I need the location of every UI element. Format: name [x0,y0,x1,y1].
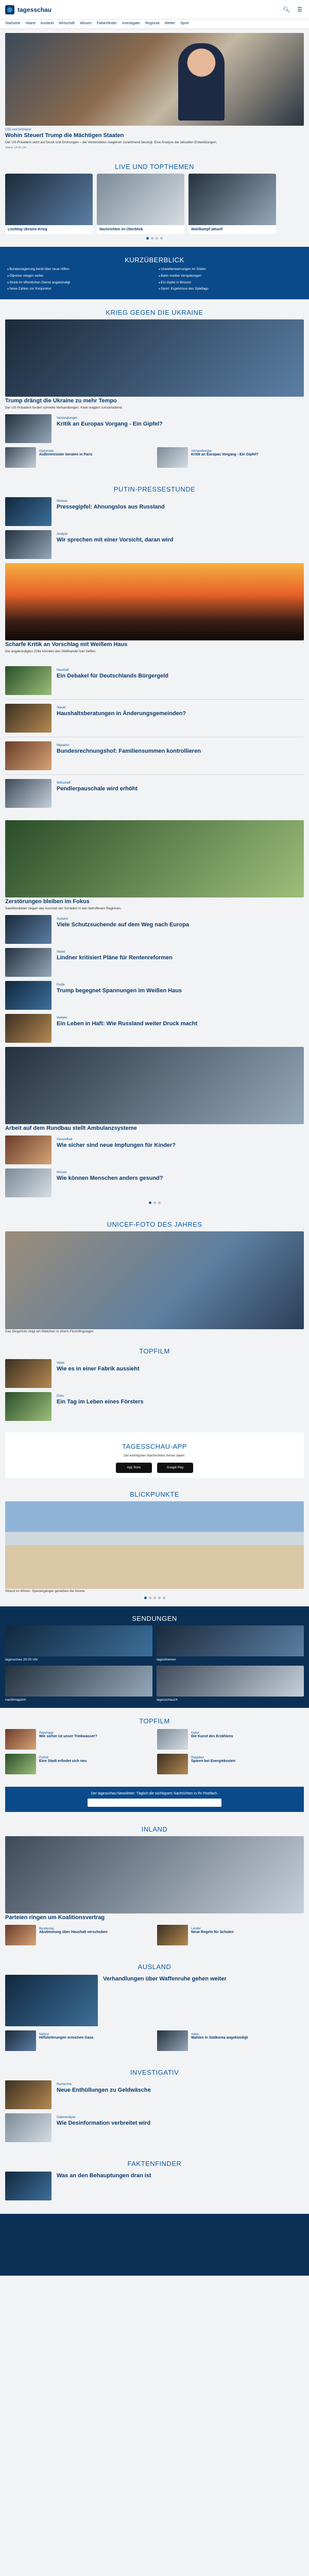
show-tile[interactable] [157,1625,304,1662]
list-item[interactable]: ■ EU-Gipfel in Brüssel [159,280,302,285]
article-card[interactable] [5,1754,152,1774]
article-headline[interactable]: Wahlen in Südkorea angekündigt [191,2036,248,2040]
article-headline[interactable]: Die Kunst des Erzählens [191,1734,233,1738]
show-tile[interactable] [157,1666,304,1702]
live-card-title: Nachrichten im Überblick [99,228,143,232]
article-kicker: Analyse [57,533,68,536]
article-thumb[interactable] [5,497,52,526]
topfilm-section-2 [0,1708,309,1783]
list-item[interactable]: ■ Neue Zahlen zur Konjunktur [7,286,150,292]
article-kicker: Wirtschaft [57,782,71,785]
article-headline[interactable]: Was an den Behauptungen dran ist [57,2172,151,2179]
article-kicker: Inland [57,951,65,954]
newsletter-text: Der tagesschau-Newsletter: Täglich die wichtigsten Nachrichten in Ihr Postfach. [91,1791,218,1795]
list-item[interactable]: ■ Unwetterwarnungen im Süden [159,267,302,272]
article-row[interactable] [5,981,304,1010]
article-row[interactable] [5,530,304,559]
article-kicker: Länder [191,1927,201,1930]
article-thumb[interactable] [5,530,52,559]
article-card[interactable] [157,2030,304,2051]
article-row[interactable] [5,779,304,808]
newsletter-box [5,1787,304,1812]
nav-item[interactable]: Wissen [80,22,92,25]
article-row[interactable] [5,1136,304,1164]
nav-item[interactable]: Regional [145,22,160,25]
app-text: Die wichtigsten Nachrichten immer dabei. [124,1454,185,1458]
nav-item[interactable]: Startseite [5,22,21,25]
section-title: UNICEF-FOTO DES JAHRES [107,1221,202,1229]
article-headline[interactable]: Trump begegnet Spannungen im Weißen Haus [57,988,182,994]
article-kicker: Verhandlungen [57,417,78,420]
article-kicker: Ausland [57,918,68,921]
blickpunkt-image[interactable] [5,1501,304,1589]
live-card[interactable] [5,174,93,234]
article-card[interactable] [5,1925,152,1945]
article-headline[interactable]: Bundesrechnungshof: Familiensummen kontrollieren [57,748,201,755]
article-headline[interactable]: Parteien ringen um Koalitionsvertrag [5,1914,105,1921]
kurzueberblick [0,247,309,299]
image-caption: Das Siegerfoto zeigt ein Mädchen in einem Flüchtlingslager. [5,1330,94,1334]
article-headline[interactable]: Ein Debakel für Deutschlands Bürgergeld [57,673,168,680]
section-title: KURZÜBERBLICK [125,256,184,264]
article-kicker: Reportage [39,1731,54,1735]
article-row[interactable] [5,497,304,526]
article-kicker: Moskau [57,500,68,503]
article-headline[interactable]: Haushaltsberatungen in Änderungsgemeinden? [57,710,186,717]
list-item[interactable]: ■ Bahn meldet Verspätungen [159,274,302,279]
article-row[interactable] [5,948,304,977]
carousel-dots[interactable] [5,1597,304,1599]
article-kicker: Kultur [191,1731,199,1735]
hero-headline[interactable]: Wohin Steuert Trump die Mächtigen Staaten [5,132,124,139]
show-title: nachtmagazin [5,1698,26,1702]
ausland-section [0,1954,309,2059]
logo-icon [5,5,14,14]
article-teaser: Der US-Präsident fordert schnelle Verhandlungen. Kiew reagiert zurückhaltend. [5,406,123,410]
logo[interactable] [5,5,52,14]
longread [0,816,309,1211]
article-headline[interactable]: Wie es in einer Fabrik aussieht [57,1366,140,1372]
nav-item[interactable]: Faktenfinder [97,22,117,25]
article-headline[interactable]: Hilfslieferungen erreichen Gaza [39,2036,94,2040]
google-play-button[interactable]: Google Play [157,1463,193,1473]
live-card[interactable] [97,174,184,234]
article-card[interactable] [157,1754,304,1774]
article-row[interactable] [5,414,304,443]
newsletter-input[interactable] [88,1799,221,1807]
article-card[interactable] [157,1729,304,1750]
article-headline[interactable]: Scharfe Kritik an Vorschlag mit Weißem Haus [5,641,128,648]
list-item[interactable]: ■ Sport: Ergebnisse des Spieltags [159,286,302,292]
article-row[interactable] [5,2113,304,2142]
article-headline[interactable]: Wir sprechen mit einer Vorsicht, daran wird [57,537,174,544]
article-headline[interactable]: Verhandlungen über Waffenruhe gehen weiter [103,1975,227,1982]
unicef-section [0,1211,309,1338]
menu-icon[interactable]: ☰ [297,7,302,13]
hero[interactable] [0,29,309,154]
article-kicker: Verkehr [57,1016,67,1020]
article-row[interactable] [5,1392,304,1421]
article-headline[interactable]: Neue Regeln für Schulen [191,1930,234,1934]
article-headline[interactable]: Sparen bei Energiekosten [191,1759,235,1763]
article-headline[interactable]: Neue Enthüllungen zu Geldwäsche [57,2087,151,2093]
show-title: tagesschau24 [157,1698,178,1702]
image-caption: Strand im Winter: Spaziergänger genießen die Sonne. [5,1589,86,1593]
search-icon[interactable]: 🔍︎ [283,7,290,13]
app-store-button[interactable]: App Store [116,1463,152,1473]
hero-teaser: Der US-Präsident setzt auf Druck und Drohungen – die Verbündeten reagieren zunehmend besorgt. Eine Analyse der aktuellen Entwicklungen. [5,141,217,144]
section-title: TOPFILM [139,1347,170,1355]
nav-item[interactable]: Inland [25,22,36,25]
article-headline[interactable]: Außenminister beraten in Paris [39,453,93,457]
nav-item[interactable]: Wetter [164,22,176,25]
inland-section [0,1816,309,1954]
live-card[interactable] [188,174,276,234]
article-image[interactable] [5,1836,304,1913]
article-kicker: Recherche [57,2082,72,2086]
article-headline[interactable]: Kritik an Europas Vorgang - Ein Gipfel? [191,453,259,457]
article-row[interactable] [5,2172,304,2200]
article-headline[interactable]: Pressegipfel: Ahnungslos aus Russland [57,504,165,511]
article-kicker: Steuer [57,706,66,710]
article-headline[interactable]: Arbeit auf dem Rundbau stellt Ambulanzsysteme [5,1125,137,1132]
article-kicker: Haushalt [57,669,69,672]
nav-item[interactable]: Wirtschaft [58,22,75,25]
live-section [0,154,309,247]
article-kicker: Ratgeber [191,1756,204,1759]
news-list [0,658,309,816]
section-title: BLICKPUNKTE [130,1490,179,1498]
article-kicker: Datenanalyse [57,2115,76,2119]
section-title: INVESTIGATIV [130,2068,179,2076]
show-title: tagesthemen [157,1657,176,1662]
hero-image[interactable] [5,33,304,126]
putin-section [0,476,309,658]
article-row[interactable] [5,1014,304,1043]
article-headline[interactable]: Wie Desinformation verbreitet wird [57,2120,151,2126]
article-row[interactable] [5,2080,304,2109]
article-headline[interactable]: Trump drängt die Ukraine zu mehr Tempo [5,398,117,404]
article-row[interactable] [5,1975,304,2026]
section-title: SENDUNGEN [132,1614,177,1622]
live-card-title: Liveblog Ukraine-Krieg [8,228,47,232]
live-card-title: Wahlkampf aktuell [191,228,223,232]
section-title: TAGESSCHAU-APP [122,1443,187,1451]
article-headline[interactable]: Zerstörungen bleiben im Fokus [5,899,90,905]
article-card[interactable] [5,2030,152,2051]
section-title: FAKTENFINDER [127,2159,182,2167]
unicef-image[interactable] [5,1231,304,1329]
article-image[interactable] [5,1047,304,1124]
article-teaser: Satellitenbilder zeigen das Ausmaß der Schäden in den betroffenen Regionen. [5,907,122,911]
list-item[interactable]: ■ Ölpreise steigen weiter [7,274,150,279]
nav-item[interactable]: Investigativ [122,22,140,25]
article-thumb[interactable] [5,414,52,443]
article-kicker: Asien [191,2032,199,2036]
blickpunkte-section [0,1481,309,1606]
article-kicker: Diplomatie [39,450,54,453]
article-kicker: Doku [57,1395,64,1398]
article-kicker: Wissen [57,1171,67,1175]
article-kicker: Migration [57,744,70,748]
top-bar [0,0,309,20]
article-row[interactable] [5,704,304,733]
article-headline[interactable]: Pendlerpauschale wird erhöht [57,786,138,792]
list-item[interactable]: ■ Bundesregierung berät über neue Hilfen [7,267,150,272]
ukraine-section [0,299,309,476]
article-headline[interactable]: Wie sicher ist unser Trinkwasser? [39,1734,97,1738]
carousel-dots[interactable] [5,237,304,240]
article-kicker: Politik [57,984,65,987]
section-title: INLAND [141,1825,168,1833]
article-headline[interactable]: Eine Stadt erfindet sich neu [39,1759,87,1763]
article-kicker: Nahost [39,2032,49,2036]
article-card[interactable] [157,1925,304,1945]
article-row[interactable] [5,1359,304,1388]
article-kicker: Porträt [39,1756,49,1759]
nav-item[interactable]: Ausland [40,22,54,25]
app-promo [5,1432,304,1478]
show-title: tagesschau 20:00 Uhr [5,1657,38,1662]
article-headline[interactable]: Viele Schutzsuchende auf dem Weg nach Europa [57,922,189,928]
article-image[interactable] [5,563,304,640]
logo-text: tagesschau [18,6,52,13]
hero-meta: Stand: 14:32 Uhr [5,146,27,150]
article-row[interactable] [5,1168,304,1197]
sendungen-section [0,1606,309,1708]
section-title: AUSLAND [138,1962,171,1971]
article-kicker: Verhandlungen [191,450,212,453]
article-row[interactable] [5,741,304,770]
hero-kicker: USA und Grönland [5,128,31,131]
section-title: KRIEG GEGEN DIE UKRAINE [106,309,203,317]
footer [0,2214,309,2276]
article-kicker: Bundestag [39,1927,54,1930]
article-card[interactable] [157,447,304,468]
section-title: TOPFILM [139,1717,170,1725]
article-headline[interactable]: Lindner kritisiert Pläne für Rentenreformen [57,955,173,961]
investigativ-section [0,2059,309,2150]
article-image[interactable] [5,820,304,897]
faktenfinder-section [0,2150,309,2209]
article-headline[interactable]: Wie sicher sind neue Impfungen für Kinder? [57,1142,176,1149]
article-headline[interactable]: Abstimmung über Haushalt verschoben [39,1930,108,1934]
list-item[interactable]: ■ Streik im öffentlichen Dienst angekündigt [7,280,150,285]
article-headline[interactable]: Wie können Menschen anders gesund? [57,1175,163,1182]
article-row[interactable] [5,915,304,944]
section-title: PUTIN-PRESSESTUNDE [113,485,196,494]
show-tile[interactable] [5,1666,152,1702]
article-headline[interactable]: Ein Leben in Haft: Wie Russland weiter Druck macht [57,1021,198,1027]
section-title: LIVE UND TOPTHEMEN [115,163,194,171]
article-headline[interactable]: Kritik an Europas Vorgang - Ein Gipfel? [57,421,163,428]
show-tile[interactable] [5,1625,152,1662]
topfilm-section [0,1338,309,1429]
article-row[interactable] [5,666,304,695]
article-headline[interactable]: Ein Tag im Leben eines Försters [57,1399,144,1405]
article-card[interactable] [5,447,152,468]
article-kicker: Gesundheit [57,1138,73,1142]
carousel-dots[interactable] [5,1201,304,1204]
article-image[interactable] [5,319,304,397]
article-kicker: Video [57,1362,65,1365]
article-teaser: Die angekündigten Zölle könnten den Welthandel hart treffen. [5,650,96,654]
nav-item[interactable]: Sport [180,22,189,25]
main-nav [0,20,309,29]
article-card[interactable] [5,1729,152,1750]
